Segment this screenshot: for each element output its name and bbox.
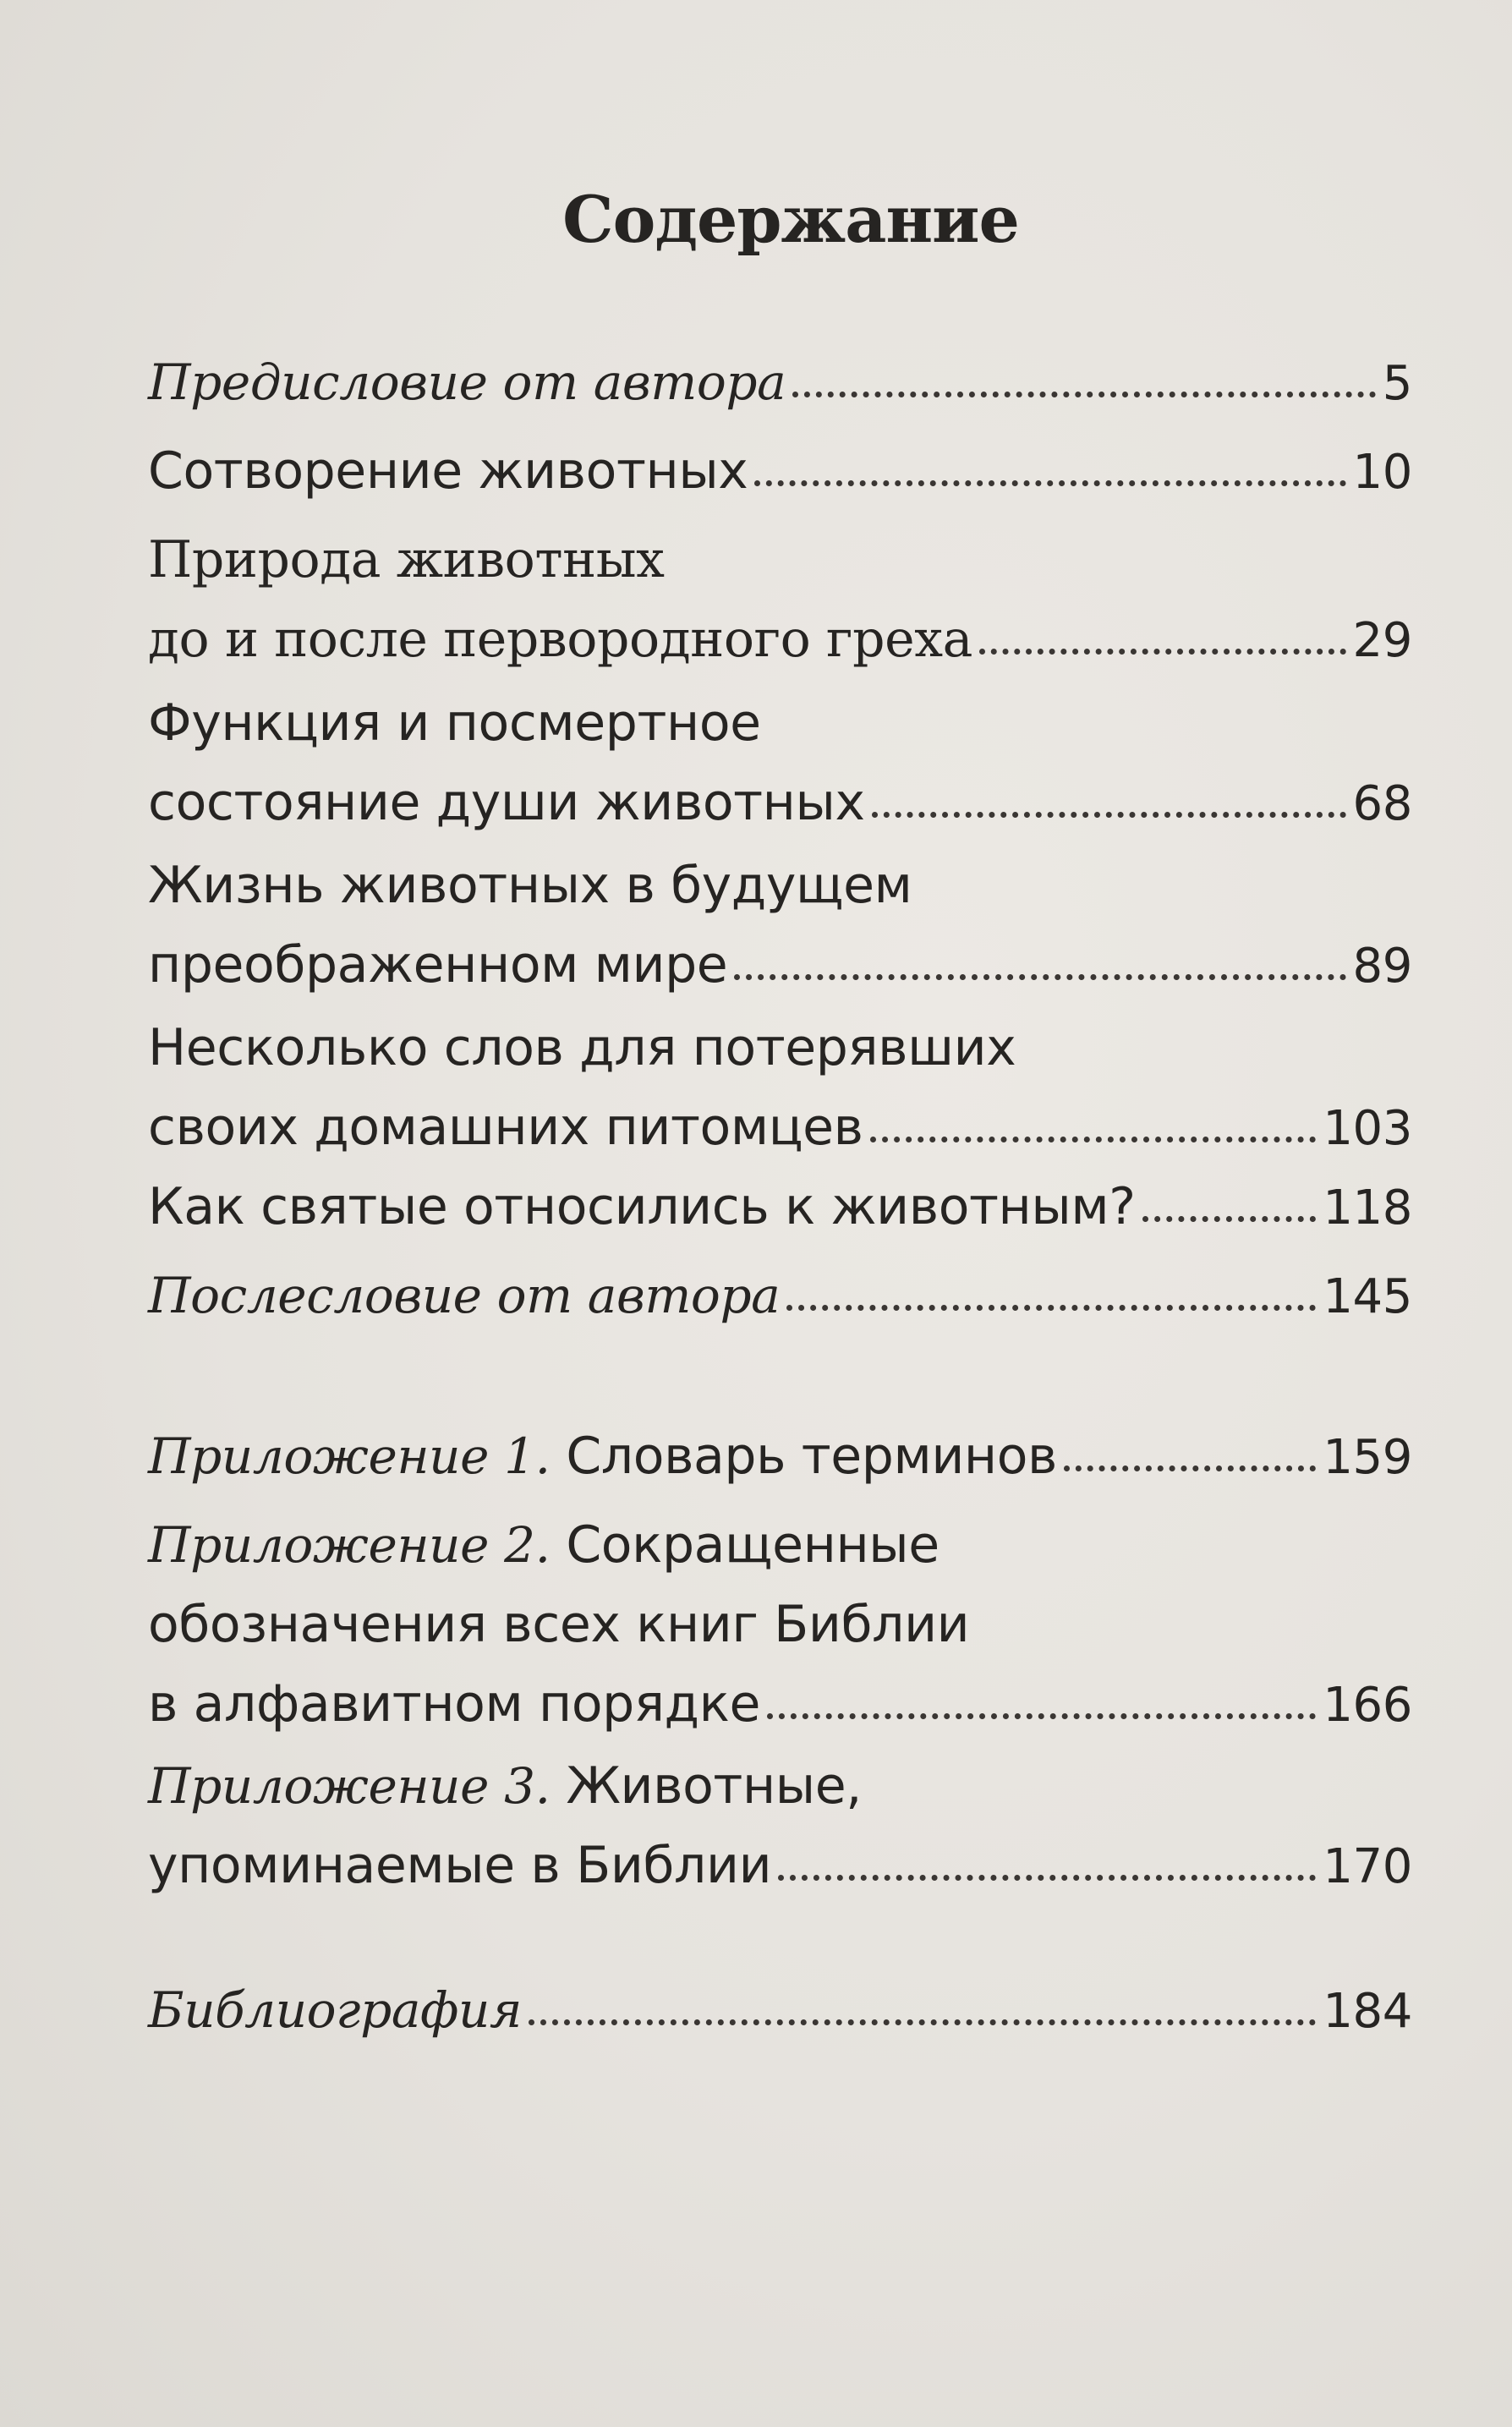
toc-entry-title-line: состояние души животных xyxy=(148,773,865,832)
toc-entry-title-line: Функция и посмертное xyxy=(148,693,761,753)
dot-leader xyxy=(786,1305,1316,1311)
toc-entry-preface[interactable] xyxy=(148,342,1412,424)
toc-entry-title-line: своих домашних питомцев xyxy=(148,1098,863,1157)
page-number: 68 xyxy=(1352,776,1412,831)
toc-entry-soul[interactable] xyxy=(148,683,1412,844)
dot-leader xyxy=(734,974,1345,980)
dot-leader xyxy=(792,392,1375,397)
toc-entry-nature[interactable] xyxy=(148,520,1412,681)
page-number: 29 xyxy=(1352,613,1412,668)
dot-leader xyxy=(979,649,1346,655)
toc-entry-appendix-3[interactable] xyxy=(148,1746,1412,1907)
toc-entry-saints[interactable] xyxy=(148,1167,1412,1248)
toc-entry-title-line: Природа животных xyxy=(148,530,665,589)
dot-leader xyxy=(1142,1216,1317,1222)
toc-entry-title-line: Несколько слов для потерявших xyxy=(148,1018,1016,1077)
appendix-prefix: Приложение 1. xyxy=(148,1427,551,1485)
page-number: 145 xyxy=(1323,1269,1412,1324)
dot-leader xyxy=(767,1713,1316,1719)
toc-entry-title-line: в алфавитном порядке xyxy=(148,1674,760,1734)
dot-leader xyxy=(754,480,1345,486)
page-title: Содержание xyxy=(562,182,1019,257)
dot-leader xyxy=(870,1137,1317,1142)
toc-entry-title-line: Сокращенные xyxy=(566,1515,940,1575)
toc-entry-afterword[interactable] xyxy=(148,1256,1412,1337)
page-number: 184 xyxy=(1323,1984,1412,2039)
toc-entry-title-line: упоминаемые в Библии xyxy=(148,1836,772,1895)
toc-entry-title: Предисловие от автора xyxy=(148,353,786,411)
toc-entry-title-line: Жизнь животных в будущем xyxy=(148,856,912,915)
page-number: 103 xyxy=(1323,1101,1412,1156)
toc-entry-future-world[interactable] xyxy=(148,846,1412,1006)
page-number: 10 xyxy=(1352,445,1412,500)
toc-entry-title-line: преображенном мире xyxy=(148,935,728,994)
page-number: 166 xyxy=(1323,1678,1412,1733)
toc-entry-lost-pets[interactable] xyxy=(148,1008,1412,1169)
page-number: 170 xyxy=(1323,1839,1412,1894)
toc-entry-creation[interactable] xyxy=(148,431,1412,512)
page-number: 118 xyxy=(1323,1181,1412,1235)
toc-entry-title-line: до и после первородного греха xyxy=(148,610,973,669)
toc-entry-title-line: обозначения всех книг Библии xyxy=(148,1595,970,1654)
toc-entry-title: Словарь терминов xyxy=(566,1427,1058,1486)
dot-leader xyxy=(872,812,1346,818)
appendix-prefix: Приложение 2. xyxy=(148,1516,551,1574)
toc-entry-title-line: Животные, xyxy=(566,1756,862,1816)
page-number: 159 xyxy=(1323,1430,1412,1485)
appendix-prefix: Приложение 3. xyxy=(148,1757,551,1815)
page-number: 5 xyxy=(1382,356,1412,411)
dot-leader xyxy=(529,2019,1316,2025)
dot-leader xyxy=(1064,1466,1316,1471)
toc-entry-appendix-1[interactable] xyxy=(148,1416,1412,1498)
toc-entry-title: Библиография xyxy=(148,1981,522,2039)
dot-leader xyxy=(778,1875,1316,1881)
toc-entry-title: Как святые относились к животным? xyxy=(148,1177,1136,1236)
page-number: 89 xyxy=(1352,939,1412,994)
toc-entry-title: Сотворение животных xyxy=(148,441,748,501)
toc-entry-appendix-2[interactable] xyxy=(148,1505,1412,1745)
toc-entry-title: Послесловие от автора xyxy=(148,1267,781,1324)
toc-entry-bibliography[interactable] xyxy=(148,1970,1412,2052)
